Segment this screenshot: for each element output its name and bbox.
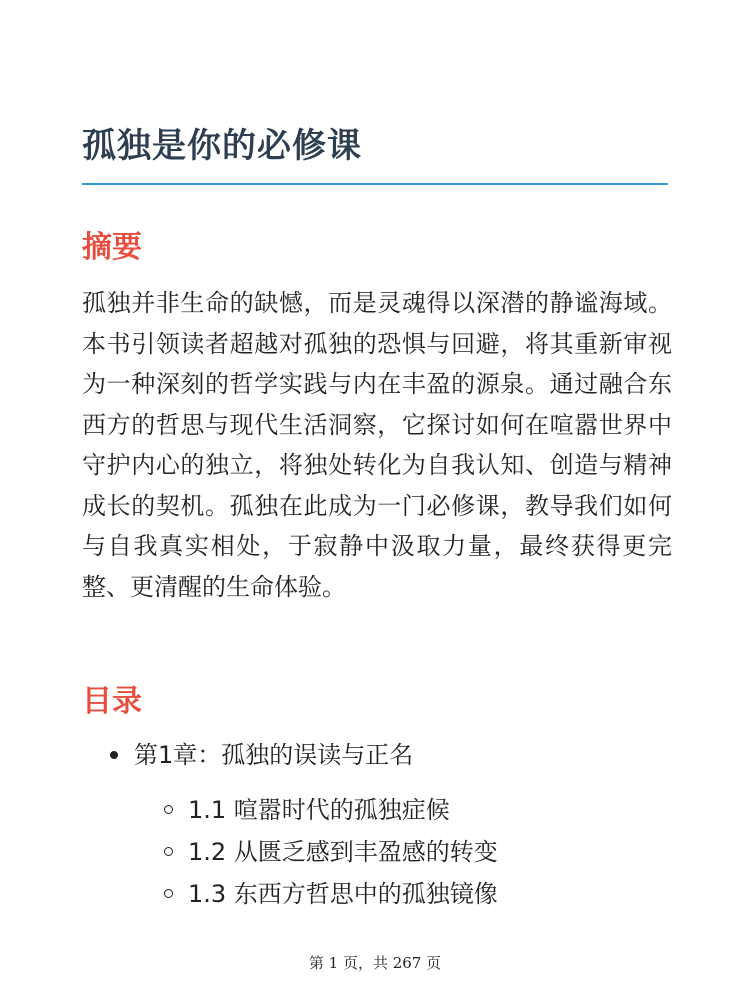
toc-section-label: 1.3 东西方哲思中的孤独镜像 <box>188 880 498 908</box>
toc-chapter-1 <box>82 735 672 915</box>
bullet-circle-icon <box>164 847 173 856</box>
abstract-text: 孤独并非生命的缺憾，而是灵魂得以深潜的静谧海域。本书引领读者超越对孤独的恐惧与回避，将其重新审视为一种深刻的哲学实践与内在丰盈的源泉。通过融合东西方的哲思与现代生活洞察，它探讨如何在喧嚣世界中守护内心的独立，将独处转化为自我认知、创造与精神成长的契机。孤独在此成为一门必修课，教导我们如何与自我真实相处，于寂静中汲取力量，最终获得更完整、更清醒的生命体验。 <box>82 289 672 601</box>
page-number-footer: 第 1 页，共 267 页 <box>308 954 442 972</box>
bullet-circle-icon <box>164 889 173 898</box>
bullet-disc-icon <box>110 751 118 759</box>
title-divider <box>82 183 668 185</box>
toc-section-label: 1.2 从匮乏感到丰盈感的转变 <box>188 838 498 866</box>
toc-chapter-label[interactable]: 第1章：孤独的误读与正名 <box>134 741 414 769</box>
table-of-contents <box>82 735 672 915</box>
abstract-heading: 摘要 <box>82 230 142 265</box>
bullet-circle-icon <box>164 805 173 814</box>
book-title: 孤独是你的必修课 <box>82 126 362 166</box>
toc-section-1-2[interactable] <box>134 831 672 873</box>
toc-section-1-3[interactable] <box>134 873 672 915</box>
toc-heading: 目录 <box>82 684 142 719</box>
toc-section-label: 1.1 喧嚣时代的孤独症候 <box>188 796 450 824</box>
toc-chapter-1-sections <box>134 789 672 915</box>
toc-section-1-1[interactable] <box>134 789 672 831</box>
